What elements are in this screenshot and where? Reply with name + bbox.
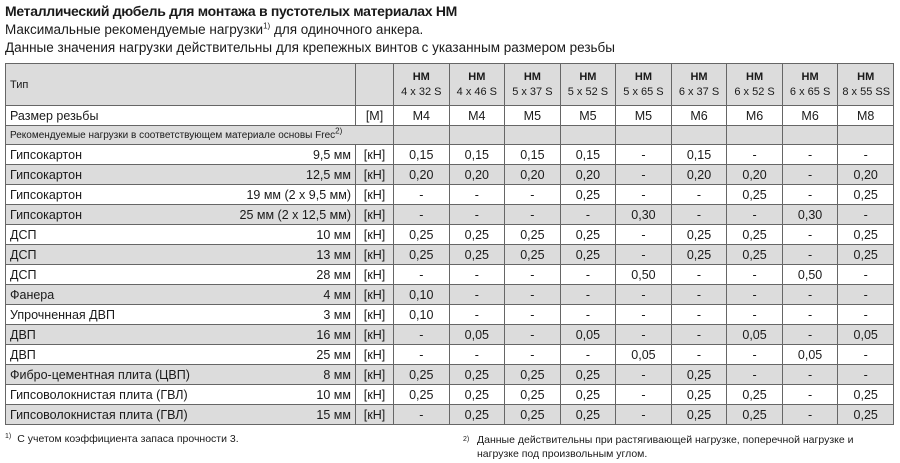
load-value: 0,25 [505, 405, 561, 425]
table-row [6, 185, 894, 205]
material-thickness: 25 мм [316, 347, 351, 362]
column-header [616, 64, 672, 106]
load-value: 0,25 [560, 385, 616, 405]
load-value: 0,20 [505, 165, 561, 185]
load-value: 0,25 [727, 245, 783, 265]
load-value: - [616, 165, 672, 185]
load-value: 0,25 [449, 365, 505, 385]
col-line2: 5 x 52 S [567, 85, 609, 98]
empty-cell [394, 126, 450, 145]
load-value: - [616, 325, 672, 345]
material-thickness: 12,5 мм [306, 167, 351, 182]
load-value: 0,05 [838, 325, 894, 345]
load-value: - [782, 305, 838, 325]
load-value: 0,25 [560, 185, 616, 205]
material-cell [6, 265, 356, 285]
load-value: - [616, 245, 672, 265]
material-name: Гипсоволокнистая плита (ГВЛ) [10, 387, 188, 402]
unit-cell: [кН] [356, 205, 394, 225]
table-row [6, 325, 894, 345]
load-value: 0,10 [394, 305, 450, 325]
load-value: - [671, 305, 727, 325]
load-value: - [671, 325, 727, 345]
load-value: 0,15 [560, 145, 616, 165]
col-line1: HM [579, 70, 597, 83]
material-cell [6, 405, 356, 425]
load-value: - [449, 345, 505, 365]
material-name: ДВП [10, 327, 36, 342]
load-value: 0,25 [505, 225, 561, 245]
material-thickness: 10 мм [316, 387, 351, 402]
footnote-text: Данные действительны при растягивающей нагрузке, поперечной нагрузке и нагрузке под произвольным углом. [477, 434, 854, 460]
col-line2: 6 x 37 S [678, 85, 720, 98]
load-value: - [449, 285, 505, 305]
col-line1: HM [690, 70, 708, 83]
footnote-mark: 2) [463, 436, 470, 443]
thread-value: M4 [449, 106, 505, 126]
header-row [6, 64, 894, 106]
load-value: - [449, 185, 505, 205]
load-value: - [727, 205, 783, 225]
load-value: - [560, 305, 616, 325]
load-value: 0,25 [394, 225, 450, 245]
column-header [838, 64, 894, 106]
load-value: - [616, 365, 672, 385]
load-value: - [394, 325, 450, 345]
load-value: - [616, 145, 672, 165]
col-line1: HM [468, 70, 486, 83]
footnote-1 [5, 433, 239, 445]
load-value: - [838, 145, 894, 165]
load-value: 0,25 [505, 245, 561, 265]
col-line1: HM [746, 70, 764, 83]
col-line1: HM [801, 70, 819, 83]
table-row [6, 365, 894, 385]
load-value: 0,25 [394, 365, 450, 385]
material-cell [6, 325, 356, 345]
column-header [727, 64, 783, 106]
col-line1: HM [412, 70, 430, 83]
load-value: 0,25 [838, 245, 894, 265]
load-value: 0,25 [727, 385, 783, 405]
footnote-ref: 2) [335, 126, 343, 136]
load-value: - [782, 165, 838, 185]
table-row [6, 225, 894, 245]
load-value: 0,25 [560, 365, 616, 385]
load-value: 0,10 [394, 285, 450, 305]
load-value: - [838, 265, 894, 285]
material-cell [6, 285, 356, 305]
subtitle-text: для одиночного анкера. [270, 22, 424, 37]
load-value: 0,25 [671, 385, 727, 405]
footnote-ref: 1) [263, 21, 271, 31]
material-name: ДСП [10, 227, 37, 242]
material-thickness: 28 мм [316, 267, 351, 282]
load-value: - [782, 365, 838, 385]
load-value: 0,25 [838, 405, 894, 425]
material-cell [6, 185, 356, 205]
load-value: 0,15 [505, 145, 561, 165]
material-thickness: 4 мм [323, 287, 351, 302]
load-value: - [671, 205, 727, 225]
load-value: 0,15 [449, 145, 505, 165]
footnote-text: С учетом коэффициента запаса прочности 3. [17, 433, 239, 445]
material-thickness: 3 мм [323, 307, 351, 322]
column-header [671, 64, 727, 106]
load-value: - [394, 265, 450, 285]
col-line2: 8 x 55 SS [842, 85, 891, 98]
load-value: - [838, 205, 894, 225]
load-value: 0,25 [394, 245, 450, 265]
subtitle-2: Данные значения нагрузки действительны для крепежных винтов с указанным размером резьбы [5, 40, 615, 55]
load-value: 0,25 [671, 405, 727, 425]
load-value: - [782, 185, 838, 205]
material-thickness: 25 мм (2 x 12,5 мм) [239, 207, 351, 222]
col-line1: HM [634, 70, 653, 83]
load-value: 0,20 [449, 165, 505, 185]
load-value: 0,05 [616, 345, 672, 365]
footnote-2 [463, 433, 883, 461]
empty-cell [782, 126, 838, 145]
subtitle-text: Максимальные рекомендуемые нагрузки [5, 22, 264, 37]
load-value: 0,25 [671, 245, 727, 265]
load-value: - [505, 325, 561, 345]
unit-cell: [кН] [356, 285, 394, 305]
load-value: 0,25 [560, 225, 616, 245]
col-line2: 5 x 65 S [623, 85, 664, 98]
table-row [6, 405, 894, 425]
load-value: - [394, 345, 450, 365]
thread-value: M6 [782, 106, 838, 126]
load-value: - [782, 145, 838, 165]
col-line1: HM [523, 70, 541, 83]
material-thickness: 16 мм [316, 327, 351, 342]
load-value: 0,20 [560, 165, 616, 185]
load-value: 0,25 [449, 405, 505, 425]
material-name: Гипсокартон [10, 187, 82, 202]
load-value: - [782, 225, 838, 245]
load-value: - [727, 365, 783, 385]
load-value: 0,05 [782, 345, 838, 365]
load-value: 0,25 [394, 385, 450, 405]
material-name: Упрочненная ДВП [10, 307, 115, 322]
load-value: - [616, 285, 672, 305]
load-value: 0,05 [727, 325, 783, 345]
load-value: - [782, 245, 838, 265]
material-thickness: 9,5 мм [312, 147, 351, 162]
unit-cell: [кН] [356, 345, 394, 365]
unit-cell: [кН] [356, 165, 394, 185]
material-name: Фанера [10, 287, 55, 302]
material-name: Фибро-цементная плита (ЦВП) [10, 367, 190, 382]
thread-value: M5 [616, 106, 672, 126]
thread-unit: [M] [356, 106, 394, 126]
load-value: - [782, 385, 838, 405]
material-thickness: 19 мм (2 x 9,5 мм) [246, 187, 351, 202]
load-value: - [505, 305, 561, 325]
load-value: - [505, 205, 561, 225]
material-name: ДСП [10, 267, 37, 282]
column-header [560, 64, 616, 106]
load-value: 0,30 [782, 205, 838, 225]
load-value: - [505, 185, 561, 205]
load-value: 0,25 [505, 385, 561, 405]
load-value: 0,15 [671, 145, 727, 165]
column-header [449, 64, 505, 106]
col-line2: 6 x 65 S [789, 85, 831, 98]
material-cell [6, 385, 356, 405]
empty-cell [671, 126, 727, 145]
material-cell [6, 305, 356, 325]
load-value: 0,25 [838, 225, 894, 245]
material-thickness: 13 мм [316, 247, 351, 262]
load-value: - [560, 285, 616, 305]
load-value: 0,25 [505, 365, 561, 385]
unit-cell: [кН] [356, 245, 394, 265]
table-row [6, 285, 894, 305]
load-value: 0,25 [838, 385, 894, 405]
unit-cell: [кН] [356, 305, 394, 325]
load-value: 0,25 [449, 245, 505, 265]
material-thickness: 15 мм [316, 407, 351, 422]
material-name: ДСП [10, 247, 37, 262]
load-value: 0,25 [560, 405, 616, 425]
load-value: - [727, 145, 783, 165]
col-line2: 6 x 52 S [734, 85, 775, 98]
load-value: - [671, 285, 727, 305]
material-cell [6, 245, 356, 265]
load-value: 0,20 [671, 165, 727, 185]
load-value: - [616, 385, 672, 405]
load-value: - [616, 225, 672, 245]
load-value: - [616, 405, 672, 425]
thread-label: Размер резьбы [6, 106, 356, 126]
load-value: 0,25 [560, 245, 616, 265]
section-text: Рекомендуемые нагрузки в соответствующем материале основы Frec [10, 129, 336, 141]
table-row [6, 145, 894, 165]
load-value: - [394, 205, 450, 225]
unit-cell: [кН] [356, 185, 394, 205]
material-cell [6, 165, 356, 185]
material-cell [6, 365, 356, 385]
load-value: 0,25 [727, 225, 783, 245]
material-cell [6, 205, 356, 225]
table-row [6, 305, 894, 325]
material-name: Гипсокартон [10, 207, 82, 222]
material-cell [6, 145, 356, 165]
material-thickness: 8 мм [323, 367, 351, 382]
load-value: - [727, 345, 783, 365]
thread-value: M8 [838, 106, 894, 126]
unit-cell: [кН] [356, 385, 394, 405]
unit-header [356, 64, 394, 106]
unit-cell: [кН] [356, 225, 394, 245]
material-name: ДВП [10, 347, 36, 362]
empty-cell [505, 126, 561, 145]
type-header: Тип [6, 64, 356, 106]
load-value: - [616, 305, 672, 325]
load-table [5, 63, 894, 425]
load-value: 0,50 [782, 265, 838, 285]
table-row [6, 165, 894, 185]
thread-value: M6 [671, 106, 727, 126]
thread-value: M4 [394, 106, 450, 126]
load-value: 0,25 [449, 385, 505, 405]
load-value: - [505, 285, 561, 305]
column-header [394, 64, 450, 106]
col-line1: HM [857, 70, 875, 83]
load-value: - [782, 285, 838, 305]
empty-cell [560, 126, 616, 145]
col-line2: 4 x 46 S [456, 85, 497, 98]
unit-cell: [кН] [356, 365, 394, 385]
load-value: - [616, 185, 672, 205]
thread-row [6, 106, 894, 126]
load-value: 0,05 [560, 325, 616, 345]
column-header [782, 64, 838, 106]
load-value: 0,15 [394, 145, 450, 165]
empty-cell [727, 126, 783, 145]
load-value: 0,20 [727, 165, 783, 185]
load-value: 0,20 [394, 165, 450, 185]
load-value: 0,05 [449, 325, 505, 345]
load-value: - [782, 325, 838, 345]
thread-value: M5 [505, 106, 561, 126]
load-value: - [394, 405, 450, 425]
unit-cell: [кН] [356, 265, 394, 285]
load-value: - [505, 265, 561, 285]
load-value: - [449, 305, 505, 325]
load-value: - [394, 185, 450, 205]
material-cell [6, 225, 356, 245]
load-value: - [782, 405, 838, 425]
load-value: - [560, 205, 616, 225]
table-row [6, 245, 894, 265]
col-line2: 4 x 32 S [401, 85, 442, 98]
section-label [6, 126, 394, 145]
load-value: 0,25 [449, 225, 505, 245]
thread-value: M5 [560, 106, 616, 126]
table-row [6, 345, 894, 365]
thread-value: M6 [727, 106, 783, 126]
subtitle-1 [5, 22, 423, 37]
load-value: - [838, 305, 894, 325]
load-value: - [838, 345, 894, 365]
material-name: Гипсокартон [10, 147, 82, 162]
load-value: - [671, 265, 727, 285]
empty-cell [449, 126, 505, 145]
load-value: - [505, 345, 561, 365]
load-value: - [560, 265, 616, 285]
load-value: - [727, 305, 783, 325]
load-value: - [727, 285, 783, 305]
material-name: Гипсокартон [10, 167, 82, 182]
load-value: - [838, 285, 894, 305]
load-value: 0,30 [616, 205, 672, 225]
load-value: 0,25 [727, 405, 783, 425]
page-title: Металлический дюбель для монтажа в пустотелых материалах HM [5, 3, 458, 19]
unit-cell: [кН] [356, 405, 394, 425]
table-row [6, 265, 894, 285]
load-value: - [560, 345, 616, 365]
load-value: 0,50 [616, 265, 672, 285]
table-row [6, 205, 894, 225]
footnote-mark: 1) [5, 433, 12, 440]
load-value: 0,20 [838, 165, 894, 185]
section-row [6, 126, 894, 145]
unit-cell: [кН] [356, 325, 394, 345]
col-line2: 5 x 37 S [512, 85, 553, 98]
load-value: - [671, 345, 727, 365]
load-value: - [449, 265, 505, 285]
empty-cell [616, 126, 672, 145]
unit-cell: [кН] [356, 145, 394, 165]
material-name: Гипсоволокнистая плита (ГВЛ) [10, 407, 188, 422]
load-value: 0,25 [727, 185, 783, 205]
load-value: - [727, 265, 783, 285]
material-cell [6, 345, 356, 365]
column-header [505, 64, 561, 106]
empty-cell [838, 126, 894, 145]
load-value: - [671, 185, 727, 205]
table-row [6, 385, 894, 405]
load-value: 0,25 [671, 225, 727, 245]
load-value: - [838, 365, 894, 385]
load-value: 0,25 [838, 185, 894, 205]
load-value: 0,25 [671, 365, 727, 385]
material-thickness: 10 мм [316, 227, 351, 242]
load-value: - [449, 205, 505, 225]
